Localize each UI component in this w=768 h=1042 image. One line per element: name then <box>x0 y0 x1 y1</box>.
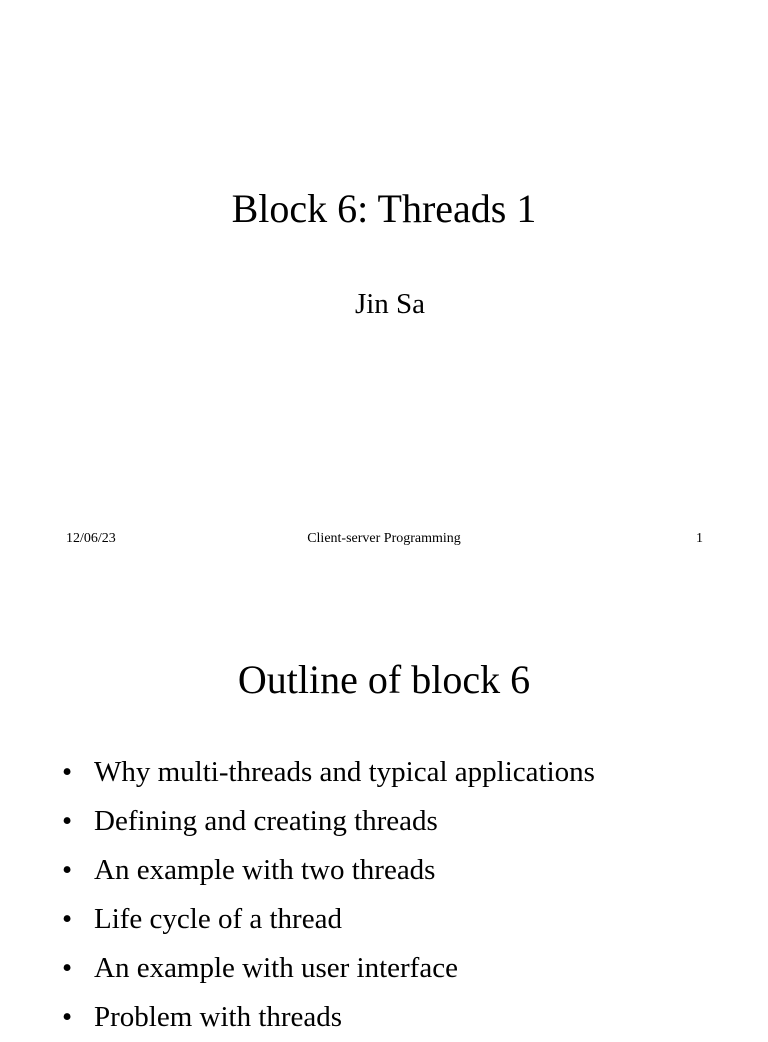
bullet-icon: • <box>62 903 73 935</box>
bullet-icon: • <box>62 952 73 984</box>
bullet-item <box>62 846 595 895</box>
bullet-icon: • <box>62 805 73 837</box>
bullet-item <box>62 944 595 993</box>
bullet-text: Defining and creating threads <box>94 805 438 837</box>
author-name: Jin Sa <box>354 288 426 320</box>
bullet-text: An example with user interface <box>94 952 458 984</box>
bullet-icon: • <box>62 1001 73 1033</box>
bullet-item <box>62 993 595 1042</box>
footer-page-number: 1 <box>696 531 703 546</box>
bullet-icon: • <box>62 854 73 886</box>
bullet-item <box>62 797 595 846</box>
slide-title: Block 6: Threads 1 <box>231 186 537 231</box>
bullet-text: Problem with threads <box>94 1001 343 1033</box>
outline-slide <box>0 576 768 1033</box>
bullet-text: An example with two threads <box>94 854 436 886</box>
bullet-text: Why multi-threads and typical applications <box>94 756 595 788</box>
footer-course: Client-server Programming <box>307 531 461 546</box>
outline-bullet-list <box>62 748 595 1042</box>
outline-title: Outline of block 6 <box>237 657 531 702</box>
bullet-item <box>62 895 595 944</box>
bullet-item <box>62 748 595 797</box>
bullet-icon: • <box>62 756 73 788</box>
bullet-text: Life cycle of a thread <box>94 903 342 935</box>
footer-date: 12/06/23 <box>66 531 116 546</box>
